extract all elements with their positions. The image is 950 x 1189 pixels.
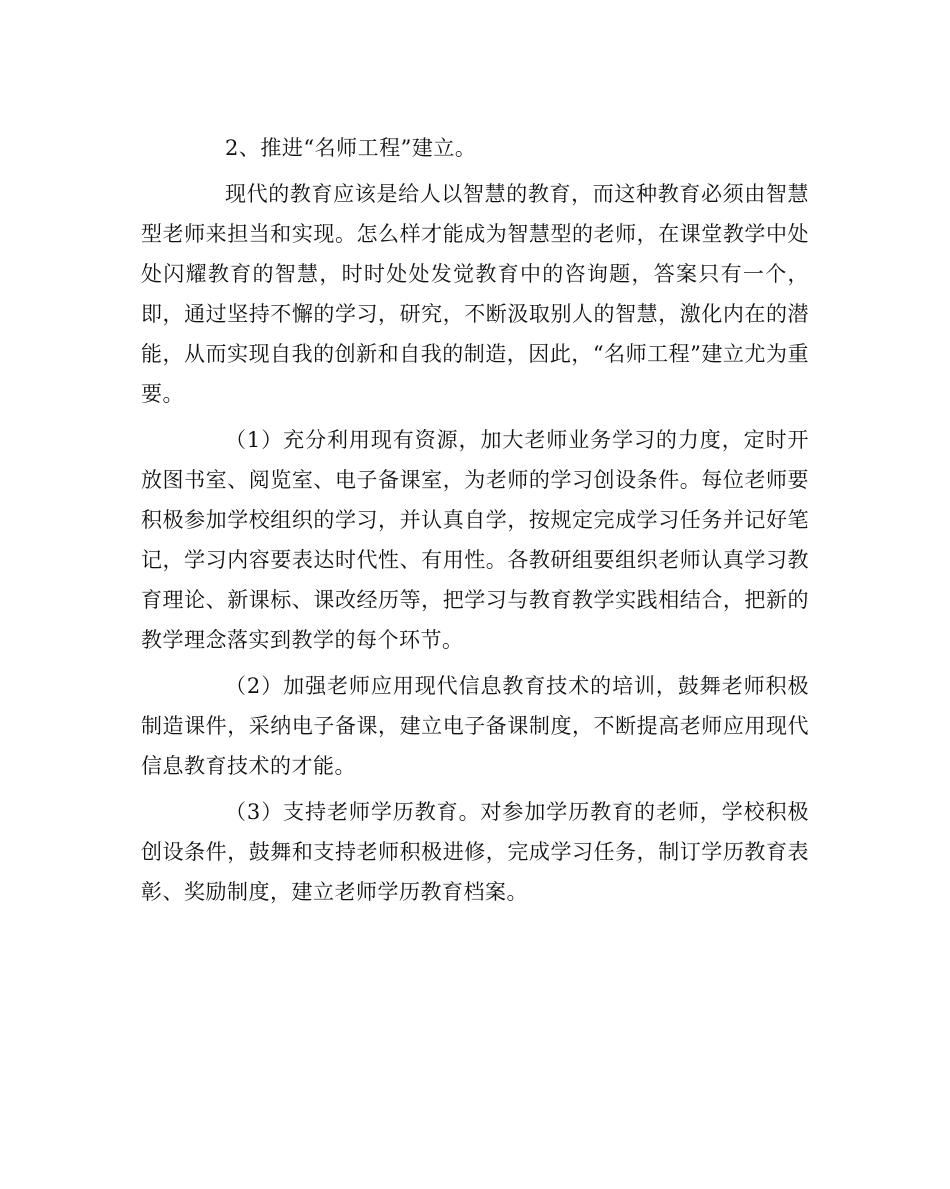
paragraph-item-2: （2）加强老师应用现代信息教育技术的培训，鼓舞老师积极制造课件，采纳电子备课，建立电子备课制度，不断提高老师应用现代信息教育技术的才能。 <box>141 674 809 778</box>
paragraph-intro: 现代的教育应该是给人以智慧的教育，而这种教育必须由智慧型老师来担当和实现。怎么样才能成为智慧型的老师，在课堂教学中处处闪耀教育的智慧，时时处处发觉教育中的咨询题，答案只有一个，即，通过坚持不懈的学习，研究，不断汲取别人的智慧，激化内在的潜能，从而实现自我的创新和自我的制造，因此，“名师工程”建立尤为重要。 <box>141 182 809 406</box>
paragraph-item-1: （1）充分利用现有资源，加大老师业务学习的力度，定时开放图书室、阅览室、电子备课室，为老师的学习创设条件。每位老师要积极参加学校组织的学习，并认真自学，按规定完成学习任务并记好笔记，学习内容要表达时代性、有用性。各教研组要组织老师认真学习教育理论、新课标、课改经历等，把学习与教育教学实践相结合，把新的教学理念落实到教学的每个环节。 <box>141 428 809 652</box>
document-body <box>141 128 809 912</box>
section-heading: 2、推进“名师工程”建立。 <box>225 136 477 160</box>
paragraph-item-3: （3）支持老师学历教育。对参加学历教育的老师，学校积极创设条件，鼓舞和支持老师积极进修，完成学习任务，制订学历教育表彰、奖励制度，建立老师学历教育档案。 <box>141 800 809 904</box>
